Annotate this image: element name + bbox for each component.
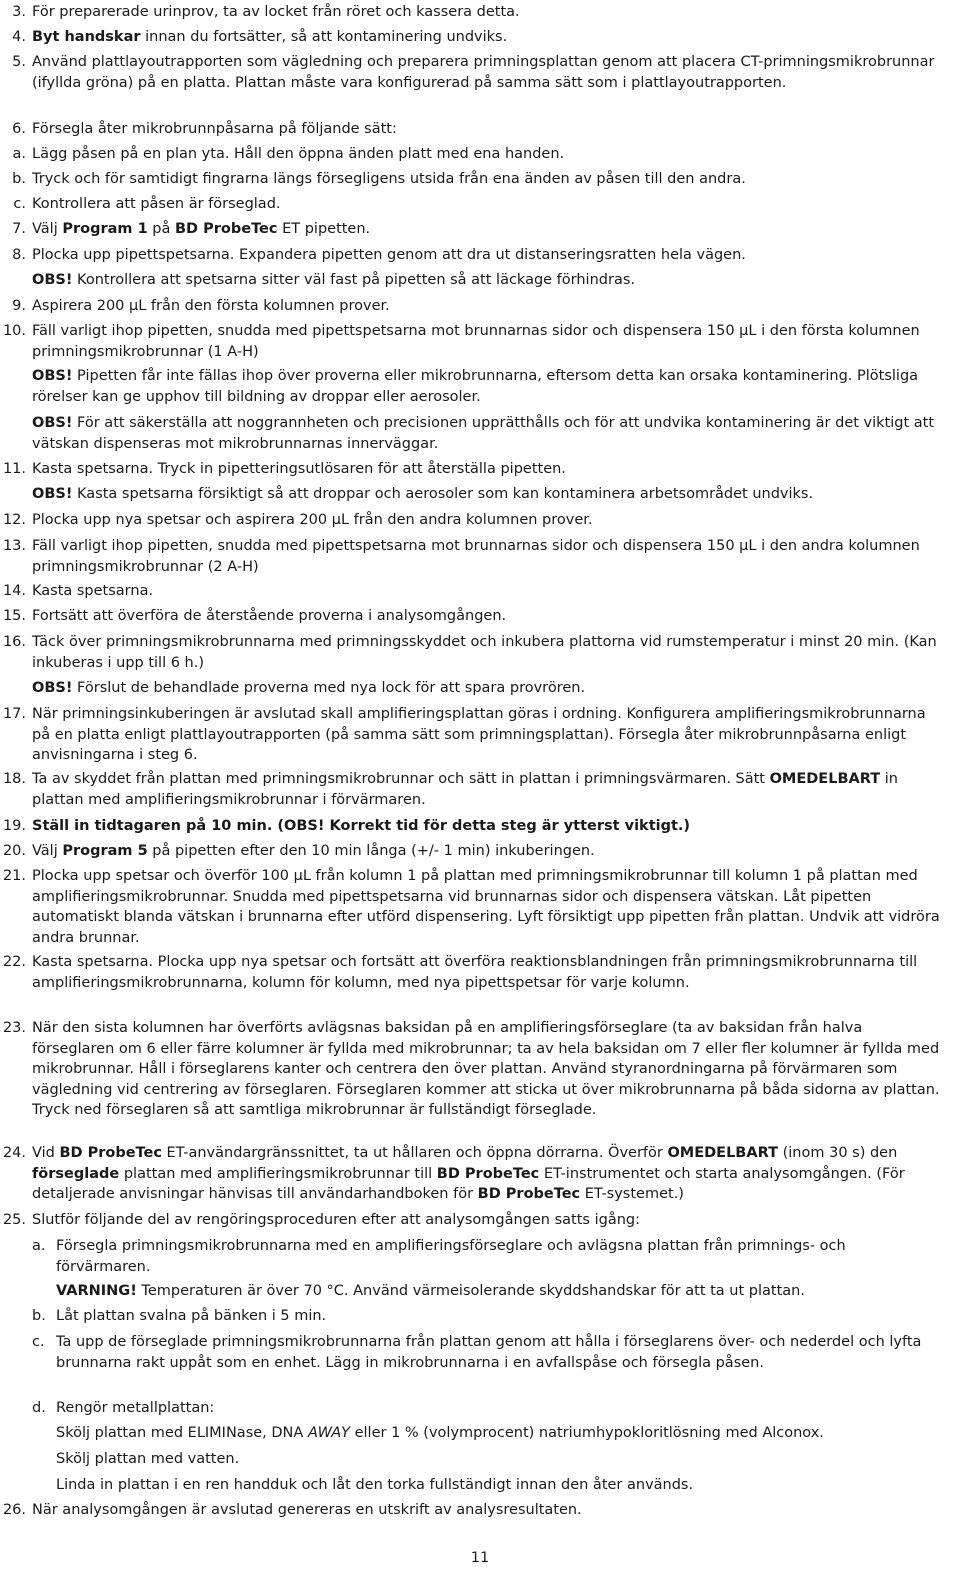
- step-17: [2, 704, 942, 766]
- step-14: [2, 581, 942, 602]
- step-number: 26.: [2, 1502, 26, 1518]
- step-number: 3.: [12, 4, 26, 20]
- step-number: 20.: [2, 843, 26, 859]
- product-name-italic: AWAY: [307, 1425, 350, 1441]
- step-text: Välj: [32, 221, 63, 237]
- step-number: 18.: [2, 771, 26, 787]
- step-number: 5.: [12, 54, 26, 70]
- step-text: in plattan med amplifieringsmikrobrunnar i förvärmaren.: [32, 771, 898, 808]
- step-text: Kasta spetsarna. Plocka upp nya spetsar och fortsätt att överföra reaktionsblandningen från primningsmikrobrunnarna till amplifieringsmikrobrunnarna, kolumn för kolumn, med nya pipettspetsar för varje kolumn.: [32, 954, 918, 991]
- obs-label: OBS!: [32, 680, 73, 696]
- step-3: [12, 2, 942, 23]
- step-text: eller 1 % (volymprocent) natriumhypokloritlösning med Alconox.: [350, 1425, 824, 1441]
- step-25: [2, 1210, 942, 1231]
- step-text: Skölj plattan med ELIMINase, DNA: [56, 1425, 308, 1441]
- step-text: Kasta spetsarna.: [32, 583, 154, 599]
- page-number: 11: [470, 1550, 490, 1566]
- step-text: på pipetten efter den 10 min långa (+/- 1 min) inkuberingen.: [147, 843, 595, 859]
- sub-letter: c.: [32, 1334, 45, 1350]
- step-text: Rengör metallplattan:: [56, 1400, 215, 1416]
- step-23: [2, 1018, 942, 1121]
- step-text: på: [147, 221, 175, 237]
- step-text: Täck över primningsmikrobrunnarna med primningsskyddet och inkubera plattorna vid rumstemperatur i minst 20 min. (Kan inkuberas i upp till 6 h.): [32, 634, 937, 671]
- step-18: [2, 769, 942, 810]
- step-10-note-2: [32, 413, 942, 454]
- emphasis: förseglade: [32, 1165, 120, 1182]
- step-number: 10.: [2, 323, 26, 339]
- step-25d: [32, 1398, 942, 1419]
- obs-label: OBS!: [32, 415, 73, 431]
- step-25d-line-1: [56, 1423, 942, 1444]
- step-text: Ta upp de förseglade primningsmikrobrunnarna från plattan genom att hålla i förseglarens över- och nederdel och lyfta brunnarna rakt uppåt som en enhet. Lägg in mikrobrunnarna i en avfallspåse och försegla påsen.: [56, 1334, 922, 1371]
- step-24: [2, 1143, 942, 1205]
- step-11-note: [32, 484, 942, 505]
- step-text: ET pipetten.: [277, 221, 371, 237]
- note-text: Pipetten får inte fällas ihop över proverna eller mikrobrunnarna, eftersom detta kan orsaka kontaminering. Plötsliga rörelser kan ge upphov till bildning av droppar eller aerosoler.: [32, 368, 919, 405]
- step-number: 14.: [2, 583, 26, 599]
- step-25d-line-3: [56, 1475, 942, 1496]
- step-26: [2, 1500, 942, 1521]
- step-16: [2, 632, 942, 673]
- sub-letter: a.: [12, 146, 26, 162]
- step-6a: [12, 144, 942, 165]
- note-text: Temperaturen är över 70 °C. Använd värmeisolerande skyddshandskar för att ta ut plattan.: [136, 1283, 805, 1299]
- step-text: Slutför följande del av rengöringsproceduren efter att analysomgången satts igång:: [32, 1212, 640, 1228]
- sub-letter: b.: [32, 1308, 46, 1324]
- step-number: 24.: [2, 1145, 26, 1161]
- step-text: Kontrollera att påsen är förseglad.: [32, 196, 281, 212]
- step-text: Linda in plattan i en ren handduk och låt den torka fullständigt innan den åter används.: [56, 1477, 694, 1493]
- product-name: BD ProbeTec: [59, 1145, 162, 1161]
- step-number: 21.: [2, 868, 26, 884]
- obs-label: OBS!: [32, 486, 73, 502]
- step-6b: [12, 169, 942, 190]
- step-text: plattan med amplifieringsmikrobrunnar till: [119, 1165, 437, 1182]
- step-12: [2, 510, 942, 531]
- step-text: Skölj plattan med vatten.: [56, 1451, 240, 1467]
- note-text: Kasta spetsarna försiktigt så att droppar och aerosoler som kan kontaminera arbetsområdet undviks.: [72, 486, 814, 502]
- step-6: [12, 119, 942, 140]
- step-10-note-1: [32, 366, 942, 407]
- step-text: Lägg påsen på en plan yta. Håll den öppna änden platt med ena handen.: [32, 146, 565, 162]
- step-number: 25.: [2, 1212, 26, 1228]
- warning-label: VARNING!: [56, 1283, 137, 1299]
- step-number: 17.: [2, 706, 26, 722]
- step-number: 9.: [12, 298, 26, 314]
- step-text: Kasta spetsarna. Tryck in pipetteringsutlösaren för att återställa pipetten.: [32, 461, 566, 477]
- product-name: BD ProbeTec: [477, 1186, 581, 1202]
- sub-letter: d.: [32, 1400, 46, 1416]
- step-text: Plocka upp nya spetsar och aspirera 200 µL från den andra kolumnen prover.: [32, 512, 593, 528]
- step-number: 7.: [12, 221, 26, 237]
- step-text: ET-systemet.): [580, 1186, 684, 1202]
- step-text: Använd plattlayoutrapporten som vägledning och preparera primningsplattan genom att placera CT-primningsmikrobrunnar (ifyllda gröna) på en platta. Plattan måste vara konfigurerad på samma sätt som i plattlayoutrapporten.: [32, 54, 935, 91]
- step-number: 12.: [2, 512, 26, 528]
- step-text: (inom 30 s) den: [778, 1145, 898, 1161]
- step-text: Fäll varligt ihop pipetten, snudda med pipettspetsarna mot brunnarnas sidor och dispensera 150 µL i den andra kolumnen primningsmikrobrunnar (2 A-H): [32, 538, 920, 575]
- step-number: 16.: [2, 634, 26, 650]
- step-text: Försegla primningsmikrobrunnarna med en amplifieringsförseglare och avlägsna plattan från primnings- och förvärmaren.: [56, 1238, 846, 1275]
- step-text: När primningsinkuberingen är avslutad skall amplifieringsplattan göras i ordning. Konfigurera amplifieringsmikrobrunnarna på en platta enligt plattlayoutrapporten (på samma sätt som primningsplattan). Försegla åter mikrobrunnpåsarna enligt anvisningarna i steg 6.: [32, 706, 926, 763]
- step-number: 22.: [2, 954, 26, 970]
- step-text: ET-användargränssnittet, ta ut hållaren och öppna dörrarna. Överför: [161, 1145, 668, 1161]
- step-number: 13.: [2, 538, 26, 554]
- step-number: 15.: [2, 608, 26, 624]
- sub-letter: b.: [12, 171, 26, 187]
- step-text: Aspirera 200 µL från den första kolumnen prover.: [32, 298, 390, 314]
- step-text: Fortsätt att överföra de återstående proverna i analysomgången.: [32, 608, 507, 624]
- step-text: Låt plattan svalna på bänken i 5 min.: [56, 1308, 327, 1324]
- step-25b: [32, 1306, 942, 1327]
- step-25a-warning: [56, 1281, 942, 1302]
- step-25c: [32, 1332, 942, 1373]
- program-name: Program 1: [62, 221, 148, 237]
- step-text: När den sista kolumnen har överförts avlägsnas baksidan på en amplifieringsförseglare (ta av baksidan från halva förseglaren om 6 eller färre kolumner är fyllda med mikrobrunnar; ta av hela baksidan om 7 eller fler kolumner är fyllda med mikrobrunnar. Håll i förseglarens kanter och centrera den över plattan. Använd styranordningarna på förvärmaren som vägledning vid centrering av förseglaren. Förseglaren kommer att sticka ut över mikrobrunnarna på båda sidorna av plattan. Tryck ned förseglaren så att samtliga mikrobrunnar är fullständigt förseglade.: [32, 1020, 940, 1118]
- step-text: Försegla åter mikrobrunnpåsarna på följande sätt:: [32, 121, 397, 137]
- step-number: 8.: [12, 247, 26, 263]
- step-11: [2, 459, 942, 480]
- step-9: [12, 296, 942, 317]
- step-number: 4.: [12, 29, 26, 45]
- step-20: [2, 841, 942, 862]
- step-13: [2, 536, 942, 577]
- step-10: [2, 321, 942, 362]
- step-16-note: [32, 678, 942, 699]
- step-21: [2, 866, 942, 948]
- step-bold: Byt handskar: [32, 29, 141, 45]
- step-text: Välj: [32, 843, 63, 859]
- step-bold: Ställ in tidtagaren på 10 min. (OBS! Korrekt tid för detta steg är ytterst viktigt.): [32, 818, 691, 834]
- sub-letter: c.: [13, 196, 26, 212]
- product-name: BD ProbeTec: [436, 1165, 540, 1182]
- step-19: [2, 816, 942, 837]
- step-text: När analysomgången är avslutad genereras en utskrift av analysresultaten.: [32, 1502, 582, 1518]
- step-25d-line-2: [56, 1449, 942, 1470]
- note-text: För att säkerställa att noggrannheten och precisionen upprätthålls och för att undvika kontaminering är det viktigt att vätskan dispenseras mot mikrobrunnarnas innerväggar.: [32, 415, 935, 452]
- step-25a: [32, 1236, 942, 1277]
- sub-letter: a.: [32, 1238, 46, 1254]
- emphasis: OMEDELBART: [769, 771, 881, 787]
- step-7: [12, 219, 942, 240]
- step-text: Vid: [32, 1145, 60, 1161]
- step-22: [2, 952, 942, 993]
- step-text: innan du fortsätter, så att kontaminering undviks.: [140, 29, 508, 45]
- step-4: [12, 27, 942, 48]
- step-text: ET-instrumentet och starta analysomgången. (För detaljerade anvisningar hänvisas till användarhandboken för: [32, 1165, 905, 1202]
- obs-label: OBS!: [32, 368, 73, 384]
- emphasis: OMEDELBART: [667, 1145, 778, 1161]
- step-text: För preparerade urinprov, ta av locket från röret och kassera detta.: [32, 4, 520, 20]
- step-6c: [13, 194, 942, 215]
- step-text: Plocka upp pipettspetsarna. Expandera pipetten genom att dra ut distanseringsratten hela vägen.: [32, 247, 746, 263]
- note-text: Förslut de behandlade proverna med nya lock för att spara provrören.: [72, 680, 586, 696]
- step-8-note: [32, 270, 942, 291]
- product-name: BD ProbeTec: [174, 221, 278, 237]
- step-5: [12, 52, 942, 93]
- step-number: 6.: [12, 121, 26, 137]
- program-name: Program 5: [62, 843, 148, 859]
- step-number: 19.: [2, 818, 26, 834]
- step-text: Fäll varligt ihop pipetten, snudda med pipettspetsarna mot brunnarnas sidor och dispensera 150 µL i den första kolumnen primningsmikrobrunnar (1 A-H): [32, 323, 920, 360]
- step-number: 23.: [2, 1020, 26, 1036]
- step-text: Ta av skyddet från plattan med primningsmikrobrunnar och sätt in plattan i primningsvärmaren. Sätt: [32, 771, 770, 787]
- step-8: [12, 245, 942, 266]
- note-text: Kontrollera att spetsarna sitter väl fast på pipetten så att läckage förhindras.: [72, 272, 635, 288]
- step-text: Tryck och för samtidigt fingrarna längs försegligens utsida från ena änden av påsen till den andra.: [32, 171, 746, 187]
- step-number: 11.: [2, 461, 26, 477]
- obs-label: OBS!: [32, 272, 73, 288]
- step-15: [2, 606, 942, 627]
- step-text: Plocka upp spetsar och överför 100 µL från kolumn 1 på plattan med primningsmikrobrunnar till kolumn 1 på plattan med amplifieringsmikrobrunnar. Snudda med pipettspetsarna vid brunnarnas sidor och dispensera vätskan. Låt pipetten automatiskt blanda vätskan i brunnarna efter utförd dispensering. Lyft försiktigt upp pipetten från plattan. Undvik att vidröra andra brunnar.: [32, 868, 940, 946]
